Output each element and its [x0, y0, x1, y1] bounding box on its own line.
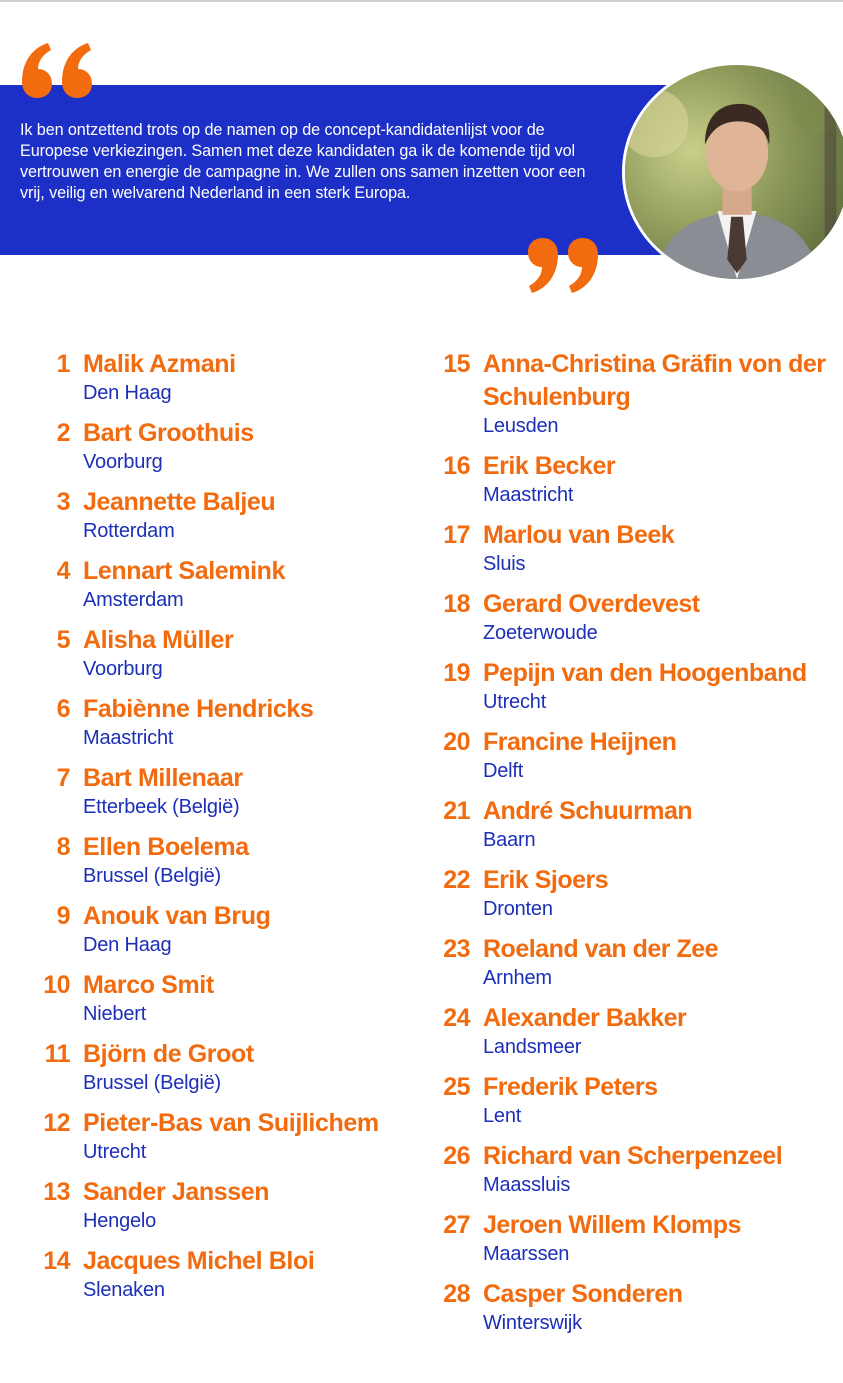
list-item [30, 555, 410, 613]
list-item [30, 1245, 410, 1303]
candidate-number: 25 [443, 1073, 470, 1101]
candidate-number: 20 [443, 728, 470, 756]
candidate-name: Fabiènne Hendricks [83, 695, 314, 723]
candidate-name: Bart Groothuis [83, 419, 254, 447]
candidate-name: Björn de Groot [83, 1040, 254, 1068]
candidate-number: 26 [443, 1142, 470, 1170]
candidate-name: Alisha Müller [83, 626, 234, 654]
list-item [30, 831, 410, 889]
candidate-name: Marlou van Beek [483, 521, 675, 549]
candidate-city: Winterswijk [483, 1312, 582, 1334]
list-item [30, 348, 410, 406]
candidate-name: Francine Heijnen [483, 728, 677, 756]
candidate-name: Gerard Overdevest [483, 590, 700, 618]
candidate-city: Etterbeek (België) [83, 796, 240, 818]
candidate-number: 9 [56, 902, 70, 930]
candidate-city: Voorburg [83, 658, 163, 680]
list-item [30, 1038, 410, 1096]
candidate-number: 28 [443, 1280, 470, 1308]
candidate-number: 1 [56, 350, 70, 378]
candidate-number: 14 [43, 1247, 70, 1275]
candidate-number: 2 [56, 419, 70, 447]
candidate-number: 23 [443, 935, 470, 963]
candidate-city: Maastricht [83, 727, 174, 749]
candidate-number: 27 [443, 1211, 470, 1239]
candidate-city: Brussel (België) [83, 865, 221, 887]
list-item [430, 933, 843, 991]
candidate-number: 15 [443, 350, 470, 378]
candidate-list-right [430, 348, 843, 1347]
candidate-name: Marco Smit [83, 971, 214, 999]
candidate-name: Pepijn van den Hoogenband [483, 659, 807, 687]
candidate-number: 13 [43, 1178, 70, 1206]
candidate-number: 7 [56, 764, 70, 792]
list-item [430, 795, 843, 853]
candidate-city: Rotterdam [83, 520, 175, 542]
candidate-number: 21 [443, 797, 470, 825]
list-item [30, 693, 410, 751]
candidate-city: Niebert [83, 1003, 147, 1025]
candidate-number: 8 [56, 833, 70, 861]
list-item [430, 1002, 843, 1060]
candidate-city: Hengelo [83, 1210, 157, 1232]
candidate-city: Baarn [483, 829, 536, 851]
candidate-name: Casper Sonderen [483, 1280, 683, 1308]
list-item [430, 348, 843, 439]
list-item [30, 762, 410, 820]
candidate-name: Frederik Peters [483, 1073, 658, 1101]
portrait-photo [622, 62, 843, 282]
list-item [430, 450, 843, 508]
candidate-name: Ellen Boelema [83, 833, 249, 861]
candidate-name: Alexander Bakker [483, 1004, 687, 1032]
candidate-city: Den Haag [83, 934, 172, 956]
candidate-name: Lennart Salemink [83, 557, 285, 585]
candidate-city: Maarssen [483, 1243, 570, 1265]
candidate-number: 22 [443, 866, 470, 894]
candidate-city: Zoeterwoude [483, 622, 598, 644]
candidate-city: Landsmeer [483, 1036, 582, 1058]
candidate-city: Brussel (België) [83, 1072, 221, 1094]
list-item [430, 864, 843, 922]
candidate-number: 10 [43, 971, 70, 999]
candidate-city: Den Haag [83, 382, 172, 404]
candidate-city: Utrecht [483, 691, 547, 713]
list-item [30, 1107, 410, 1165]
candidate-city: Lent [483, 1105, 522, 1127]
candidate-name: Anouk van Brug [83, 902, 271, 930]
candidate-number: 6 [56, 695, 70, 723]
candidate-list-left [30, 348, 410, 1314]
candidate-name: Anna-Christina Gräfin von der Schulenburg [483, 350, 826, 411]
top-divider [0, 0, 843, 2]
candidate-number: 17 [443, 521, 470, 549]
list-item [430, 588, 843, 646]
candidate-number: 5 [56, 626, 70, 654]
list-item [430, 726, 843, 784]
candidate-city: Delft [483, 760, 524, 782]
candidate-number: 11 [44, 1040, 70, 1068]
candidate-name: Malik Azmani [83, 350, 236, 378]
candidate-name: Richard van Scherpenzeel [483, 1142, 783, 1170]
candidate-city: Dronten [483, 898, 553, 920]
list-item [30, 969, 410, 1027]
list-item [30, 900, 410, 958]
list-item [430, 1278, 843, 1336]
candidate-name: Bart Millenaar [83, 764, 243, 792]
candidate-name: Pieter-Bas van Suijlichem [83, 1109, 379, 1137]
list-item [30, 624, 410, 682]
quote-text: Ik ben ontzettend trots op de namen op de concept-kandidatenlijst voor de Europese verkiezingen. Samen met deze kandidaten ga ik de komende tijd vol vertrouwen en energie de campagne in. We zullen ons samen inzetten voor een vrij, veilig en welvarend Nederland in een sterk Europa. [20, 121, 586, 202]
candidate-city: Utrecht [83, 1141, 147, 1163]
candidate-number: 3 [56, 488, 70, 516]
list-item [30, 1176, 410, 1234]
candidate-name: Erik Sjoers [483, 866, 609, 894]
candidate-city: Slenaken [83, 1279, 165, 1301]
list-item [30, 417, 410, 475]
candidate-name: André Schuurman [483, 797, 693, 825]
candidate-number: 18 [443, 590, 470, 618]
list-item [430, 1209, 843, 1267]
candidate-name: Jeroen Willem Klomps [483, 1211, 741, 1239]
candidate-city: Maassluis [483, 1174, 571, 1196]
candidate-name: Erik Becker [483, 452, 616, 480]
list-item [430, 1140, 843, 1198]
candidate-name: Roeland van der Zee [483, 935, 719, 963]
candidate-city: Leusden [483, 415, 559, 437]
candidate-number: 19 [443, 659, 470, 687]
candidate-number: 24 [443, 1004, 470, 1032]
quote-open-icon [18, 40, 98, 100]
candidate-city: Voorburg [83, 451, 163, 473]
candidate-city: Arnhem [483, 967, 552, 989]
candidate-city: Maastricht [483, 484, 574, 506]
candidate-number: 16 [443, 452, 470, 480]
candidate-number: 12 [43, 1109, 70, 1137]
candidate-number: 4 [56, 557, 70, 585]
list-item [430, 657, 843, 715]
candidate-name: Jacques Michel Bloi [83, 1247, 315, 1275]
candidate-name: Sander Janssen [83, 1178, 270, 1206]
candidate-name: Jeannette Baljeu [83, 488, 276, 516]
candidate-city: Amsterdam [83, 589, 184, 611]
list-item [430, 519, 843, 577]
quote-close-icon [522, 236, 602, 296]
list-item [30, 486, 410, 544]
candidate-city: Sluis [483, 553, 526, 575]
list-item [430, 1071, 843, 1129]
